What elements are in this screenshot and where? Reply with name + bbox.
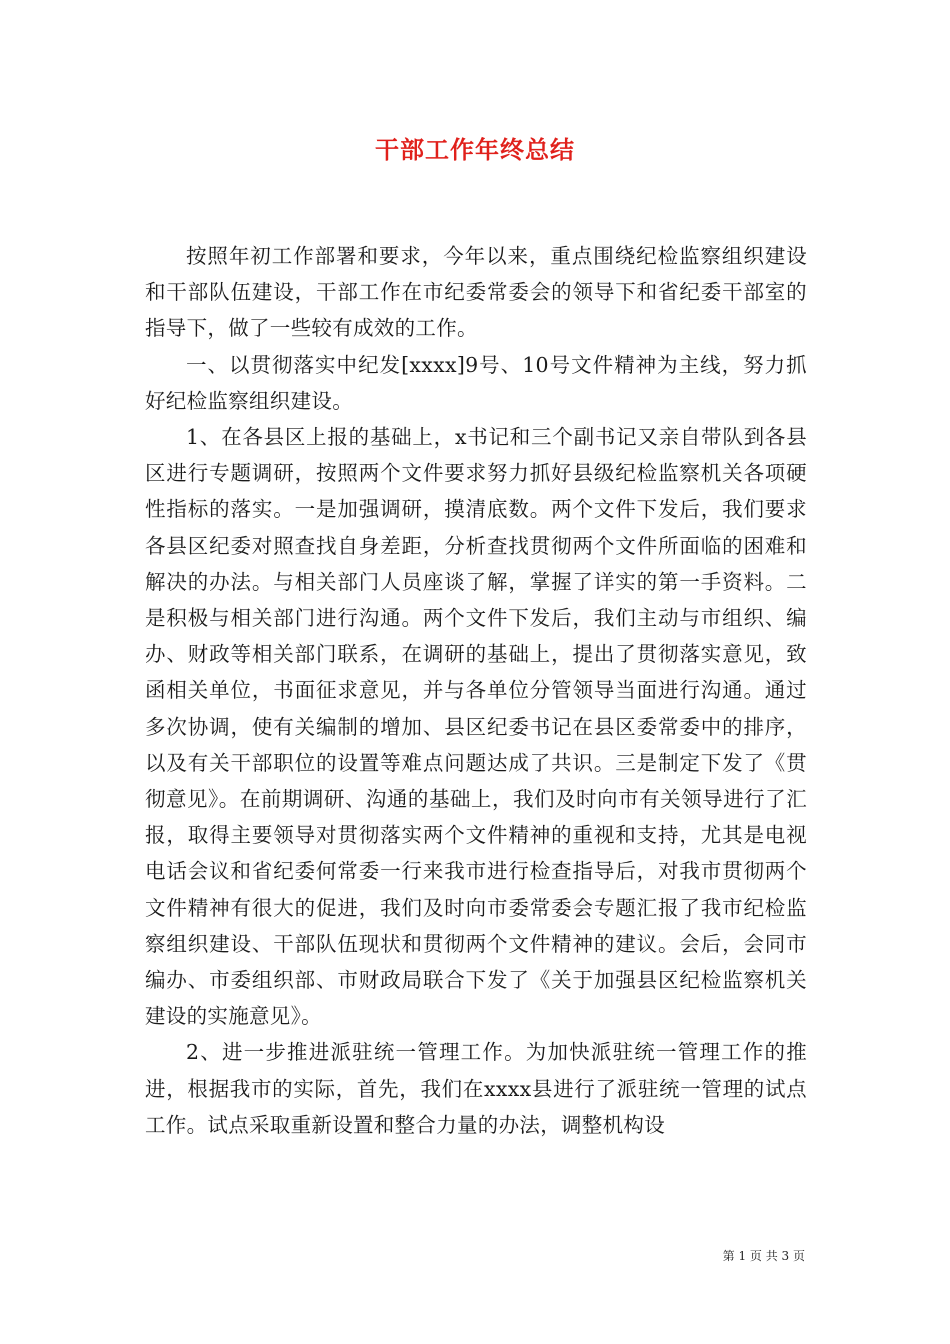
paragraph-intro: 按照年初工作部署和要求，今年以来，重点围绕纪检监察组织建设和干部队伍建设，干部工作在市纪委常委会的领导下和省纪委干部室的指导下，做了一些较有成效的工作。 (145, 244, 807, 341)
paragraph-item-2: 2、进一步推进派驻统一管理工作。为加快派驻统一管理工作的推进，根据我市的实际，首先，我们在xxxx县进行了派驻统一管理的试点工作。试点采取重新设置和整合力量的办法，调整机构设 (145, 1040, 807, 1137)
document-title: 干部工作年终总结 (375, 135, 575, 164)
paragraph-item-1: 1、在各县区上报的基础上，x书记和三个副书记又亲自带队到各县区进行专题调研，按照两个文件要求努力抓好县级纪检监察机关各项硬性指标的落实。一是加强调研，摸清底数。两个文件下发后，我们要求各县区纪委对照查找自身差距，分析查找贯彻两个文件所面临的困难和解决的办法。与相关部门人员座谈了解，掌握了详实的第一手资料。二是积极与相关部门进行沟通。两个文件下发后，我们主动与市组织、编办、财政等相关部门联系，在调研的基础上，提出了贯彻落实意见，致函相关单位，书面征求意见，并与各单位分管领导当面进行沟通。通过多次协调，使有关编制的增加、县区纪委书记在县区委常委中的排序，以及有关干部职位的设置等难点问题达成了共识。三是制定下发了《贯彻意见》。在前期调研、沟通的基础上，我们及时向市有关领导进行了汇报，取得主要领导对贯彻落实两个文件精神的重视和支持，尤其是电视电话会议和省纪委何常委一行来我市进行检查指导后，对我市贯彻两个文件精神有很大的促进，我们及时向市委常委会专题汇报了我市纪检监察组织建设、干部队伍现状和贯彻两个文件精神的建议。会后，会同市编办、市委组织部、市财政局联合下发了《关于加强县区纪检监察机关建设的实施意见》。 (145, 425, 807, 1029)
document-body (145, 238, 807, 1143)
page-number-footer: 第 1 页 共 3 页 (722, 1249, 805, 1263)
paragraph-section-1: 一、以贯彻落实中纪发[xxxx]9号、10号文件精神为主线，努力抓好纪检监察组织建设。 (145, 352, 807, 413)
